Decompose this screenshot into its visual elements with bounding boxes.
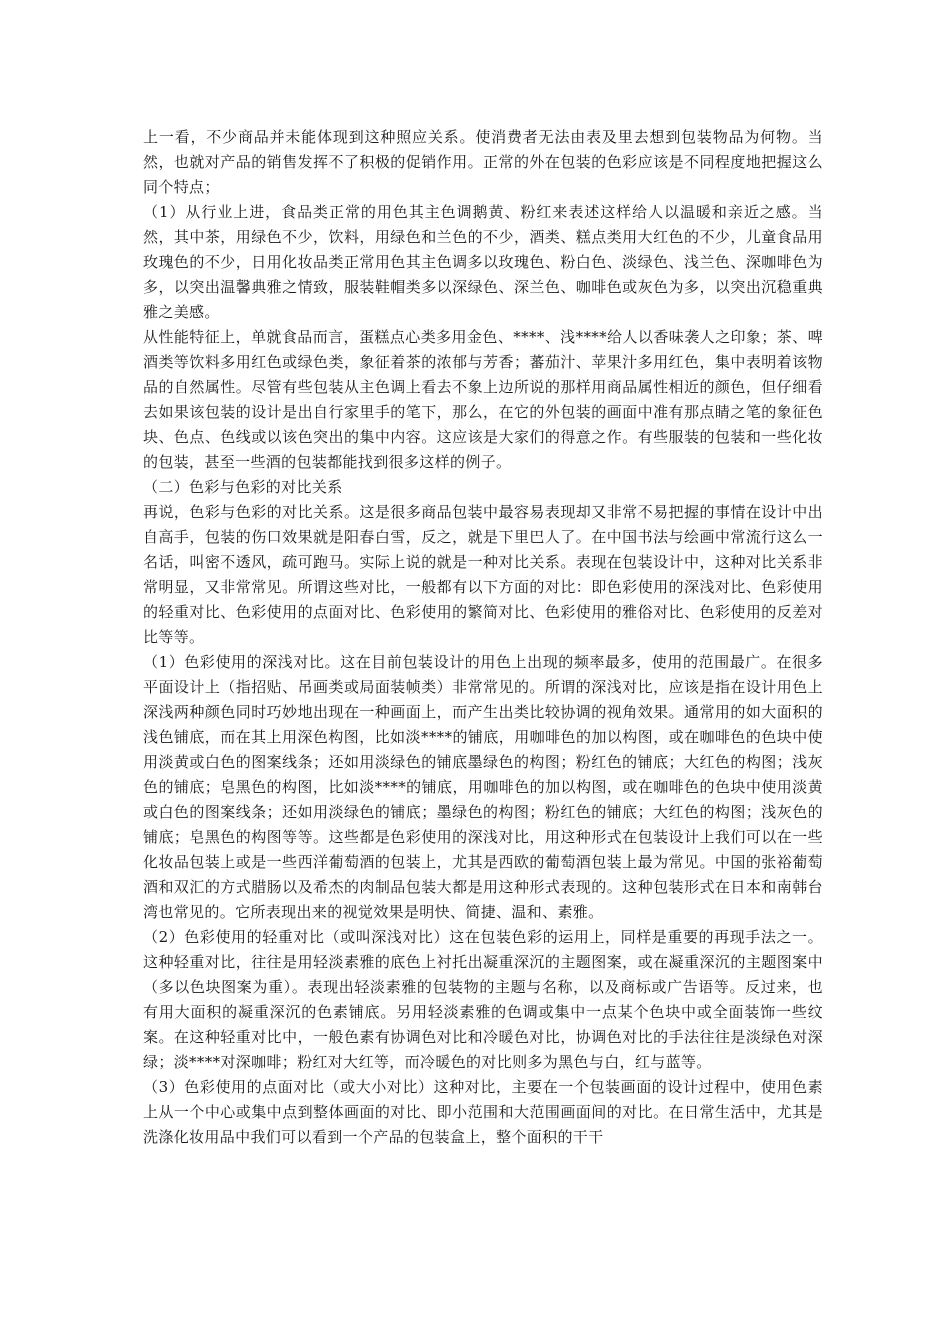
paragraph-performance-features: 从性能特征上，单就食品而言，蛋糕点心类多用金色、****、浅****给人以香味袭人之印象；茶、啤酒类等饮料多用红色或绿色类，象征着茶的浓郁与芳香；蕃茄汁、苹果汁多用红色，集中表明着该物品的自然属性。尽管有些包装从主色调上看去不象上边所说的那样用商品属性相近的颜色，但仔细看去如果该包装的设计是出自行家里手的笔下，那么，在它的外包装的画面中准有那点睛之笔的象征色块、色点、色线或以该色突出的集中内容。这应该是大家们的得意之作。有些服装的包装和一些化妆的包装，甚至一些酒的包装都能找到很多这样的例子。 xyxy=(143,328,823,471)
section-heading-color-contrast: （二）色彩与色彩的对比关系 xyxy=(143,478,343,496)
paragraph-point-area-contrast: （3）色彩使用的点面对比（或大小对比）这种对比，主要在一个包装画面的设计过程中，使用色素上从一个中心或集中点到整体画面的对比、即小范围和大范围画面间的对比。在日常生活中，尤其是洗涤化妆用品中我们可以看到一个产品的包装盒上，整个面积的干干 xyxy=(143,1078,823,1146)
paragraph-industry-colors: （1）从行业上进，食品类正常的用色其主色调鹅黄、粉红来表述这样给人以温暖和亲近之感。当然，其中茶，用绿色不少，饮料，用绿色和兰色的不少，酒类、糕点类用大红色的不少，儿童食品用玫瑰色的不少，日用化妆品类正常用色其主色调多以玫瑰色、粉白色、淡绿色、浅兰色、深咖啡色为多，以突出温馨典雅之情致，服装鞋帽类多以深绿色、深兰色、咖啡色或灰色为多，以突出沉稳重典雅之美感。 xyxy=(143,203,823,321)
paragraph-weight-contrast: （2）色彩使用的轻重对比（或叫深浅对比）这在包装色彩的运用上，同样是重要的再现手法之一。这种轻重对比，往往是用轻淡素雅的底色上衬托出凝重深沉的主题图案，或在凝重深沉的主题图案中（多以色块图案为重）。表现出轻淡素雅的包装物的主题与名称，以及商标或广告语等。反过来，也有用大面积的凝重深沉的色素铺底。另用轻淡素雅的色调或集中一点某个色块中或全面装饰一些纹案。在这种轻重对比中，一般色素有协调色对比和冷暖色对比，协调色对比的手法往往是淡绿色对深绿；淡****对深咖啡；粉红对大红等，而冷暖色的对比则多为黑色与白，红与蓝等。 xyxy=(143,928,823,1071)
paragraph-package-color-correspondence: 上一看，不少商品并未能体现到这种照应关系。使消费者无法由表及里去想到包装物品为何物。当然，也就对产品的销售发挥不了积极的促销作用。正常的外在包装的色彩应该是不同程度地把握这么同个特点； xyxy=(143,128,823,196)
document-body xyxy=(143,125,823,1150)
paragraph-color-contrast-intro: 再说，色彩与色彩的对比关系。这是很多商品包装中最容易表现却又非常不易把握的事情在设计中出自高手，包装的伤口效果就是阳春白雪，反之，就是下里巴人了。在中国书法与绘画中常流行这么一名话，叫密不透风，疏可跑马。实际上说的就是一种对比关系。表现在包装设计中，这种对比关系非常明显，又非常常见。所谓这些对比，一般都有以下方面的对比：即色彩使用的深浅对比、色彩使用的轻重对比、色彩使用的点面对比、色彩使用的繁简对比、色彩使用的雅俗对比、色彩使用的反差对比等等。 xyxy=(143,503,823,646)
paragraph-depth-contrast: （1）色彩使用的深浅对比。这在目前包装设计的用色上出现的频率最多，使用的范围最广。在很多平面设计上（指招贴、吊画类或局面装帧类）非常常见的。所谓的深浅对比，应该是指在设计用色上深浅两种颜色同时巧妙地出现在一种画面上，而产生出类比较协调的视角效果。通常用的如大面积的浅色铺底，而在其上用深色构图，比如淡****的铺底，用咖啡色的加以构图，或在咖啡色的色块中使用淡黄或白色的图案线条；还如用淡绿色的铺底墨绿色的构图；粉红色的铺底；大红色的构图；浅灰色的铺底；皂黑色的构图，比如淡****的铺底，用咖啡色的加以构图，或在咖啡色的色块中使用淡黄或白色的图案线条；还如用淡绿色的铺底；墨绿色的构图；粉红色的铺底；大红色的构图；浅灰色的铺底；皂黑色的构图等等。这些都是色彩使用的深浅对比，用这种形式在包装设计上我们可以在一些化妆品包装上或是一些西洋葡萄酒的包装上，尤其是西欧的葡萄酒包装上最为常见。中国的张裕葡萄酒和双汇的方式腊肠以及希杰的肉制品包装大都是用这种形式表现的。这种包装形式在日本和南韩台湾也常见的。它所表现出来的视觉效果是明快、简捷、温和、素雅。 xyxy=(143,653,823,921)
